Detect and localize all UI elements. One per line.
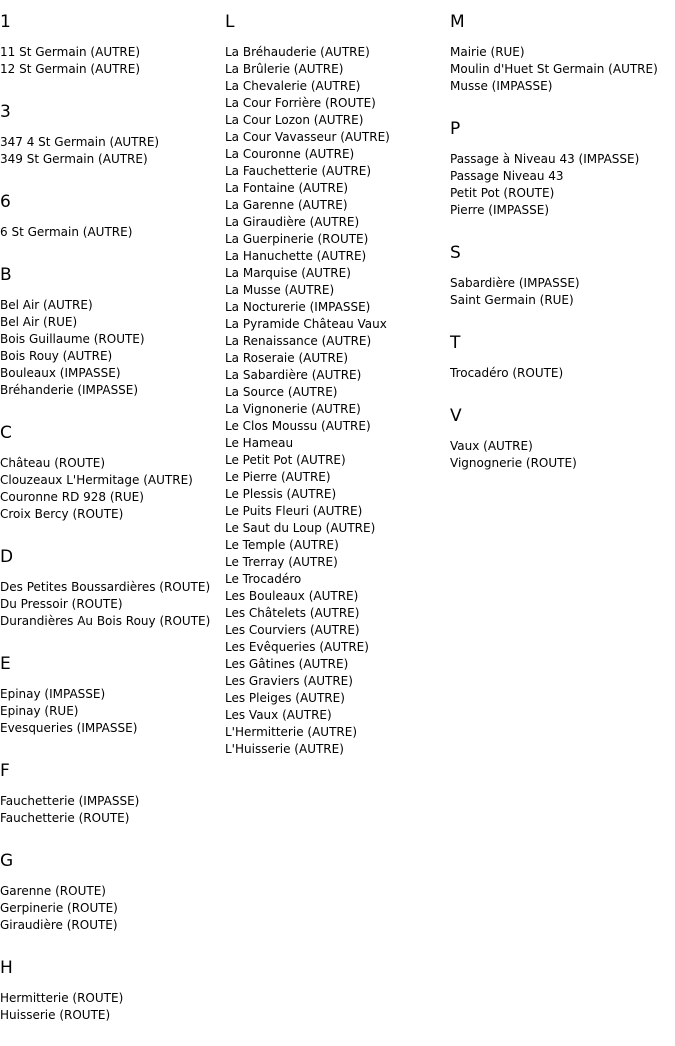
list-item: Les Evêqueries (AUTRE) bbox=[225, 640, 369, 654]
list-item: Moulin d'Huet St Germain (AUTRE) bbox=[450, 62, 658, 76]
section-1 bbox=[0, 10, 222, 78]
list-item: Le Clos Moussu (AUTRE) bbox=[225, 419, 371, 433]
list-item: La Giraudière (AUTRE) bbox=[225, 215, 360, 229]
list-item: Les Pleiges (AUTRE) bbox=[225, 691, 345, 705]
list-item: Bréhanderie (IMPASSE) bbox=[0, 383, 139, 397]
section-heading: H bbox=[0, 958, 13, 978]
list-item: Hermitterie (ROUTE) bbox=[0, 991, 124, 1005]
list-item: Musse (IMPASSE) bbox=[450, 79, 553, 93]
list-item: Le Trerray (AUTRE) bbox=[225, 555, 338, 569]
list-item: La Fontaine (AUTRE) bbox=[225, 181, 349, 195]
list-item: Vignognerie (ROUTE) bbox=[450, 456, 577, 470]
section-heading: L bbox=[225, 12, 235, 32]
list-item: Trocadéro (ROUTE) bbox=[450, 366, 564, 380]
street-list bbox=[0, 224, 222, 241]
list-item: Fauchetterie (ROUTE) bbox=[0, 811, 130, 825]
list-item: Bois Guillaume (ROUTE) bbox=[0, 332, 145, 346]
list-item: Durandières Au Bois Rouy (ROUTE) bbox=[0, 614, 211, 628]
list-item: Evesqueries (IMPASSE) bbox=[0, 721, 138, 735]
street-list bbox=[0, 686, 222, 737]
section-heading: 6 bbox=[0, 192, 11, 212]
list-item: Les Bouleaux (AUTRE) bbox=[225, 589, 359, 603]
list-item: La Musse (AUTRE) bbox=[225, 283, 335, 297]
section-v bbox=[450, 404, 675, 472]
list-item: La Nocturerie (IMPASSE) bbox=[225, 300, 371, 314]
list-item: L'Hermitterie (AUTRE) bbox=[225, 725, 357, 739]
list-item: Fauchetterie (IMPASSE) bbox=[0, 794, 140, 808]
list-item: La Bréhauderie (AUTRE) bbox=[225, 45, 370, 59]
list-item: L'Huisserie (AUTRE) bbox=[225, 742, 344, 756]
list-item: Les Graviers (AUTRE) bbox=[225, 674, 353, 688]
section-e bbox=[0, 652, 222, 737]
list-item: Passage Niveau 43 bbox=[450, 169, 564, 183]
section-t bbox=[450, 331, 675, 382]
section-heading: 3 bbox=[0, 102, 11, 122]
list-item: La Renaissance (AUTRE) bbox=[225, 334, 372, 348]
list-item: La Couronne (AUTRE) bbox=[225, 147, 355, 161]
section-heading: C bbox=[0, 423, 12, 443]
street-list bbox=[0, 297, 222, 399]
street-list bbox=[225, 44, 447, 758]
list-item: La Guerpinerie (ROUTE) bbox=[225, 232, 369, 246]
section-l bbox=[225, 10, 447, 758]
list-item: La Cour Lozon (AUTRE) bbox=[225, 113, 364, 127]
section-g bbox=[0, 849, 222, 934]
list-item: La Vignonerie (AUTRE) bbox=[225, 402, 361, 416]
list-item: Des Petites Boussardières (ROUTE) bbox=[0, 580, 211, 594]
column-2 bbox=[225, 10, 447, 780]
street-list bbox=[450, 44, 675, 95]
column-3 bbox=[450, 10, 675, 494]
list-item: Le Saut du Loup (AUTRE) bbox=[225, 521, 376, 535]
list-item: Vaux (AUTRE) bbox=[450, 439, 533, 453]
section-p bbox=[450, 117, 675, 219]
list-item: Le Hameau bbox=[225, 436, 294, 450]
section-heading: S bbox=[450, 243, 461, 263]
list-item: 349 St Germain (AUTRE) bbox=[0, 152, 148, 166]
street-list bbox=[0, 990, 222, 1024]
list-item: Petit Pot (ROUTE) bbox=[450, 186, 555, 200]
street-list bbox=[0, 579, 222, 630]
section-b bbox=[0, 263, 222, 399]
list-item: La Pyramide Château Vaux bbox=[225, 317, 387, 331]
street-list bbox=[0, 455, 222, 523]
list-item: Les Courviers (AUTRE) bbox=[225, 623, 360, 637]
list-item: La Cour Forrière (ROUTE) bbox=[225, 96, 376, 110]
list-item: La Chevalerie (AUTRE) bbox=[225, 79, 361, 93]
list-item: La Source (AUTRE) bbox=[225, 385, 338, 399]
section-f bbox=[0, 759, 222, 827]
list-item: Croix Bercy (ROUTE) bbox=[0, 507, 124, 521]
list-item: 347 4 St Germain (AUTRE) bbox=[0, 135, 160, 149]
section-heading: G bbox=[0, 851, 14, 871]
street-list bbox=[0, 44, 222, 78]
list-item: Garenne (ROUTE) bbox=[0, 884, 106, 898]
list-item: Le Petit Pot (AUTRE) bbox=[225, 453, 346, 467]
section-heading: T bbox=[450, 333, 461, 353]
street-list bbox=[450, 275, 675, 309]
section-heading: M bbox=[450, 12, 465, 32]
list-item: La Garenne (AUTRE) bbox=[225, 198, 348, 212]
list-item: La Fauchetterie (AUTRE) bbox=[225, 164, 372, 178]
list-item: 11 St Germain (AUTRE) bbox=[0, 45, 141, 59]
list-item: 12 St Germain (AUTRE) bbox=[0, 62, 141, 76]
list-item: Epinay (RUE) bbox=[0, 704, 79, 718]
street-list bbox=[0, 134, 222, 168]
section-6 bbox=[0, 190, 222, 241]
list-item: Saint Germain (RUE) bbox=[450, 293, 574, 307]
list-item: Les Gâtines (AUTRE) bbox=[225, 657, 349, 671]
list-item: Château (ROUTE) bbox=[0, 456, 106, 470]
list-item: Bois Rouy (AUTRE) bbox=[0, 349, 113, 363]
list-item: La Roseraie (AUTRE) bbox=[225, 351, 349, 365]
column-1 bbox=[0, 10, 222, 1046]
section-m bbox=[450, 10, 675, 95]
section-heading: B bbox=[0, 265, 12, 285]
list-item: Clouzeaux L'Hermitage (AUTRE) bbox=[0, 473, 193, 487]
list-item: Bouleaux (IMPASSE) bbox=[0, 366, 121, 380]
list-item: Du Pressoir (ROUTE) bbox=[0, 597, 123, 611]
list-item: Huisserie (ROUTE) bbox=[0, 1008, 111, 1022]
list-item: Bel Air (AUTRE) bbox=[0, 298, 93, 312]
section-c bbox=[0, 421, 222, 523]
list-item: Le Trocadéro bbox=[225, 572, 302, 586]
section-heading: D bbox=[0, 547, 14, 567]
list-item: Giraudière (ROUTE) bbox=[0, 918, 118, 932]
list-item: Le Temple (AUTRE) bbox=[225, 538, 339, 552]
list-item: Les Vaux (AUTRE) bbox=[225, 708, 332, 722]
list-item: Le Plessis (AUTRE) bbox=[225, 487, 337, 501]
section-heading: 1 bbox=[0, 12, 11, 32]
section-3 bbox=[0, 100, 222, 168]
list-item: Les Châtelets (AUTRE) bbox=[225, 606, 360, 620]
list-item: Le Puits Fleuri (AUTRE) bbox=[225, 504, 363, 518]
street-list bbox=[450, 365, 675, 382]
list-item: Sabardière (IMPASSE) bbox=[450, 276, 580, 290]
list-item: La Brûlerie (AUTRE) bbox=[225, 62, 344, 76]
section-s bbox=[450, 241, 675, 309]
street-list bbox=[450, 151, 675, 219]
list-item: Mairie (RUE) bbox=[450, 45, 525, 59]
list-item: Le Pierre (AUTRE) bbox=[225, 470, 331, 484]
street-list bbox=[0, 883, 222, 934]
list-item: Passage à Niveau 43 (IMPASSE) bbox=[450, 152, 640, 166]
list-item: Pierre (IMPASSE) bbox=[450, 203, 550, 217]
section-h bbox=[0, 956, 222, 1024]
list-item: La Cour Vavasseur (AUTRE) bbox=[225, 130, 390, 144]
list-item: La Hanuchette (AUTRE) bbox=[225, 249, 367, 263]
street-list bbox=[450, 438, 675, 472]
section-heading: E bbox=[0, 654, 11, 674]
list-item: Bel Air (RUE) bbox=[0, 315, 78, 329]
list-item: La Marquise (AUTRE) bbox=[225, 266, 351, 280]
street-list bbox=[0, 793, 222, 827]
section-heading: F bbox=[0, 761, 10, 781]
list-item: 6 St Germain (AUTRE) bbox=[0, 225, 133, 239]
list-item: La Sabardière (AUTRE) bbox=[225, 368, 362, 382]
list-item: Epinay (IMPASSE) bbox=[0, 687, 106, 701]
section-heading: V bbox=[450, 406, 462, 426]
section-d bbox=[0, 545, 222, 630]
list-item: Couronne RD 928 (RUE) bbox=[0, 490, 144, 504]
list-item: Gerpinerie (ROUTE) bbox=[0, 901, 118, 915]
section-heading: P bbox=[450, 119, 461, 139]
